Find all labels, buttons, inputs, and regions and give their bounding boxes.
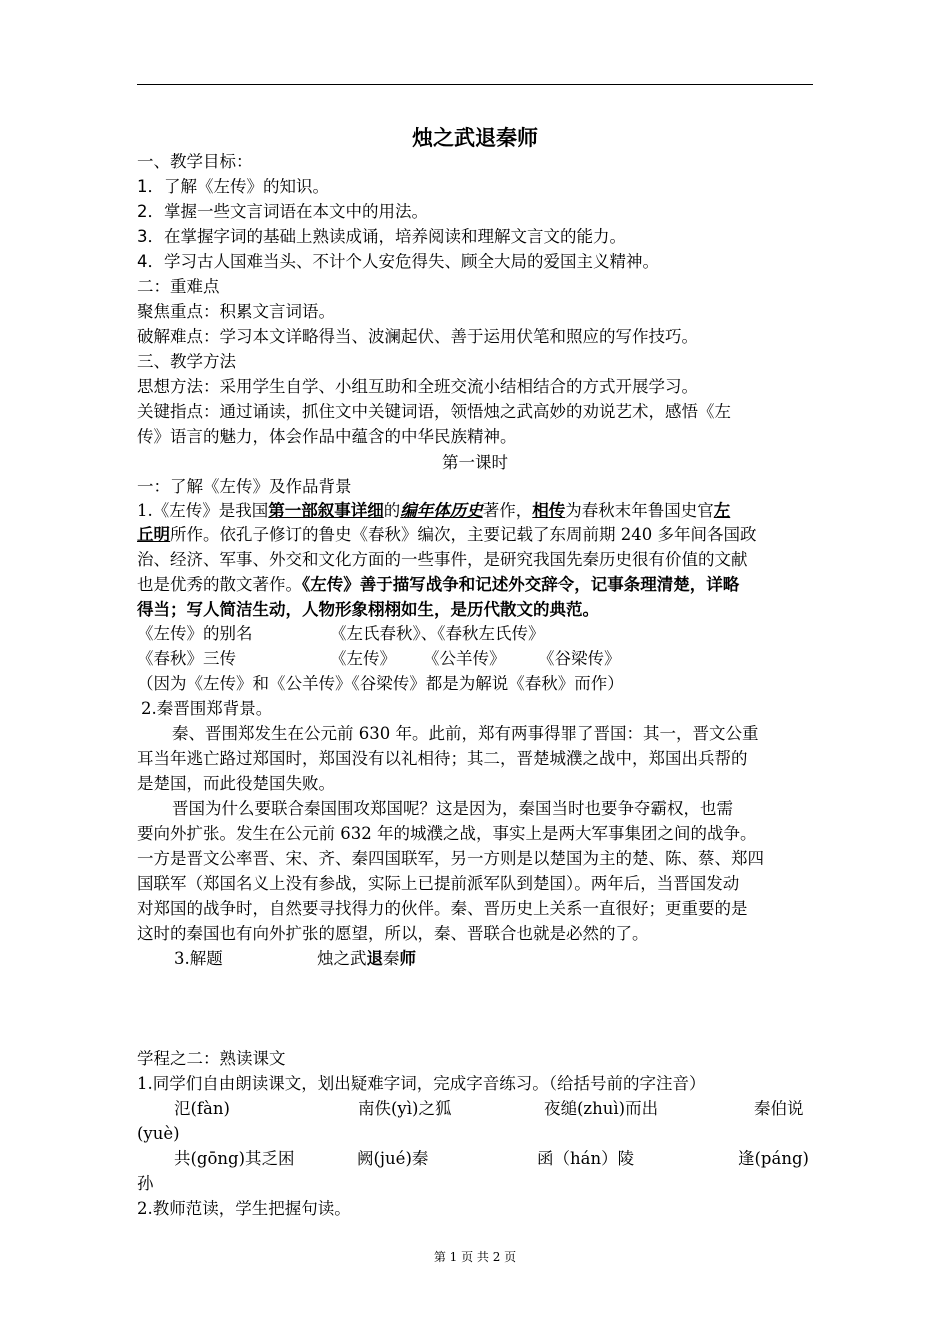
text-run: 烛之武 xyxy=(317,949,367,968)
pronunciation-item: 南佚(yì)之狐 xyxy=(358,1099,452,1118)
goal-item: 3．在掌握字词的基础上熟读成诵，培养阅读和理解文言文的能力。 xyxy=(137,227,626,246)
background-paragraph-line: 要向外扩张。发生在公元前 632 年的城濮之战，事实上是两大军事集团之间的战争。 xyxy=(137,824,757,843)
pronunciation-item: 函（hán）陵 xyxy=(537,1149,635,1168)
key-guidance-cont: 传》语言的魅力，体会作品中蕴含的中华民族精神。 xyxy=(137,427,517,446)
pronunciation-item: 逢(páng) xyxy=(738,1149,809,1168)
pronunciation-item: 夜缒(zhuì)而出 xyxy=(544,1099,659,1118)
process-heading: 学程之二：熟读课文 xyxy=(137,1049,286,1068)
background-paragraph-line: 耳当年逃亡路过郑国时，郑国没有以礼相待；其二，晋楚城濮之战中，郑国出兵帮的 xyxy=(137,749,748,768)
pronunciation-item: 阙(jué)秦 xyxy=(357,1149,429,1168)
page-footer: 第 1 页 共 2 页 xyxy=(433,1250,517,1264)
explain-title-text xyxy=(317,947,416,971)
section-heading-goals: 一、教学目标： xyxy=(137,152,253,171)
text-run: 所作。依孔子修订的鲁史《春秋》编次，主要记载了东周前期 240 多年间各国政 xyxy=(170,525,757,544)
pronunciation-item-wrap: (yuè) xyxy=(137,1124,180,1143)
emphasis-text: 左 xyxy=(713,501,731,520)
text-run: 也是优秀的散文著作。 xyxy=(137,575,302,594)
background-paragraph: 秦、晋围郑发生在公元前 630 年。此前，郑有两事得罪了晋国：其一，晋文公重 xyxy=(172,724,759,743)
zuozhuan-paragraph-line xyxy=(137,523,817,547)
commentary-name: 《谷梁传》 xyxy=(538,649,621,668)
document-title: 烛之武退秦师 xyxy=(412,126,538,150)
emphasis-text: 退 xyxy=(366,949,383,968)
alias-value: 《左氏春秋》、《春秋左氏传》 xyxy=(330,624,545,643)
background-paragraph-line: 是楚国，而此役楚国失败。 xyxy=(137,774,335,793)
subheading-zuozhuan: 一：了解《左传》及作品背景 xyxy=(137,477,352,496)
lesson-heading: 第一课时 xyxy=(442,453,508,472)
emphasis-text: 丘明 xyxy=(137,525,170,544)
background-paragraph-line: 一方是晋文公率晋、宋、齐、秦四国联军，另一方则是以楚国为主的楚、陈、蔡、郑四 xyxy=(137,849,764,868)
goal-item: 1．了解《左传》的知识。 xyxy=(137,177,329,196)
goal-item: 4．学习古人国难当头、不计个人安危得失、顾全大局的爱国主义精神。 xyxy=(137,252,659,271)
background-paragraph: 晋国为什么要联合秦国围攻郑国呢？这是因为，秦国当时也要争夺霸权，也需 xyxy=(172,799,733,818)
commentary-note: （因为《左传》和《公羊传》《谷梁传》都是为解说《春秋》而作） xyxy=(137,674,624,693)
pronunciation-item: 氾(fàn) xyxy=(174,1099,230,1118)
background-paragraph-line: 对郑国的战争时，自然要寻找得力的伙伴。秦、晋历史上关系一直很好；更重要的是 xyxy=(137,899,748,918)
key-guidance: 关键指点：通过诵读，抓住文中关键词语，领悟烛之武高妙的劝说艺术，感悟《左 xyxy=(137,402,731,421)
zuozhuan-paragraph-line: 治、经济、军事、外交和文化方面的一些事件，是研究我国先秦历史很有价值的文献 xyxy=(137,550,748,569)
zuozhuan-paragraph-line: 得当；写人简洁生动，人物形象栩栩如生，是历代散文的典范。 xyxy=(137,600,599,619)
pronunciation-item: 秦伯说 xyxy=(754,1099,804,1118)
commentary-name: 《左传》 xyxy=(330,649,396,668)
background-heading: 2.秦晋围郑背景。 xyxy=(141,699,273,718)
three-commentaries-label: 《春秋》三传 xyxy=(137,649,236,668)
emphasis-text: 相传 xyxy=(532,501,566,520)
header-rule xyxy=(137,84,813,85)
alias-label: 《左传》的别名 xyxy=(137,624,253,643)
teacher-reading-task: 2.教师范读，学生把握句读。 xyxy=(137,1199,351,1218)
thinking-method: 思想方法：采用学生自学、小组互助和全班交流小结相结合的方式开展学习。 xyxy=(137,377,698,396)
explain-title-label: 3.解题 xyxy=(174,949,223,968)
difficulty-point: 破解难点：学习本文详略得当、波澜起伏、善于运用伏笔和照应的写作技巧。 xyxy=(137,327,698,346)
pronunciation-item-wrap: 孙 xyxy=(137,1174,154,1193)
reading-task: 1.同学们自由朗读课文，划出疑难字词，完成字音练习。（给括号前的字注音） xyxy=(137,1074,706,1093)
pronunciation-item: 共(gōng)其乏困 xyxy=(174,1149,295,1168)
text-run: 著作， xyxy=(482,501,533,520)
emphasis-text: 师 xyxy=(399,949,416,968)
background-paragraph-line: 国联军（郑国名义上没有参战，实际上已提前派军队到楚国）。两年后，当晋国发动 xyxy=(137,874,740,893)
emphasis-text: 编年体历史 xyxy=(400,501,483,520)
section-heading-methods: 三、教学方法 xyxy=(137,352,236,371)
text-run: 的 xyxy=(383,501,401,520)
emphasis-text: 《左传》善于描写战争和记述外交辞令，记事条理清楚，详略 xyxy=(302,575,740,594)
section-heading-key-points: 二：重难点 xyxy=(137,277,220,296)
text-run: 1.《左传》是我国 xyxy=(137,501,269,520)
text-run: 为春秋末年鲁国史官 xyxy=(565,501,714,520)
text-run: 秦 xyxy=(383,949,400,968)
background-paragraph-line: 这时的秦国也有向外扩张的愿望，所以，秦、晋联合也就是必然的了。 xyxy=(137,924,649,943)
emphasis-text: 第一部叙事详细 xyxy=(268,501,384,520)
commentary-name: 《公羊传》 xyxy=(423,649,506,668)
goal-item: 2．掌握一些文言词语在本文中的用法。 xyxy=(137,202,428,221)
zuozhuan-paragraph-line xyxy=(137,573,817,597)
zuozhuan-paragraph xyxy=(137,499,817,523)
focus-point: 聚焦重点：积累文言词语。 xyxy=(137,302,335,321)
